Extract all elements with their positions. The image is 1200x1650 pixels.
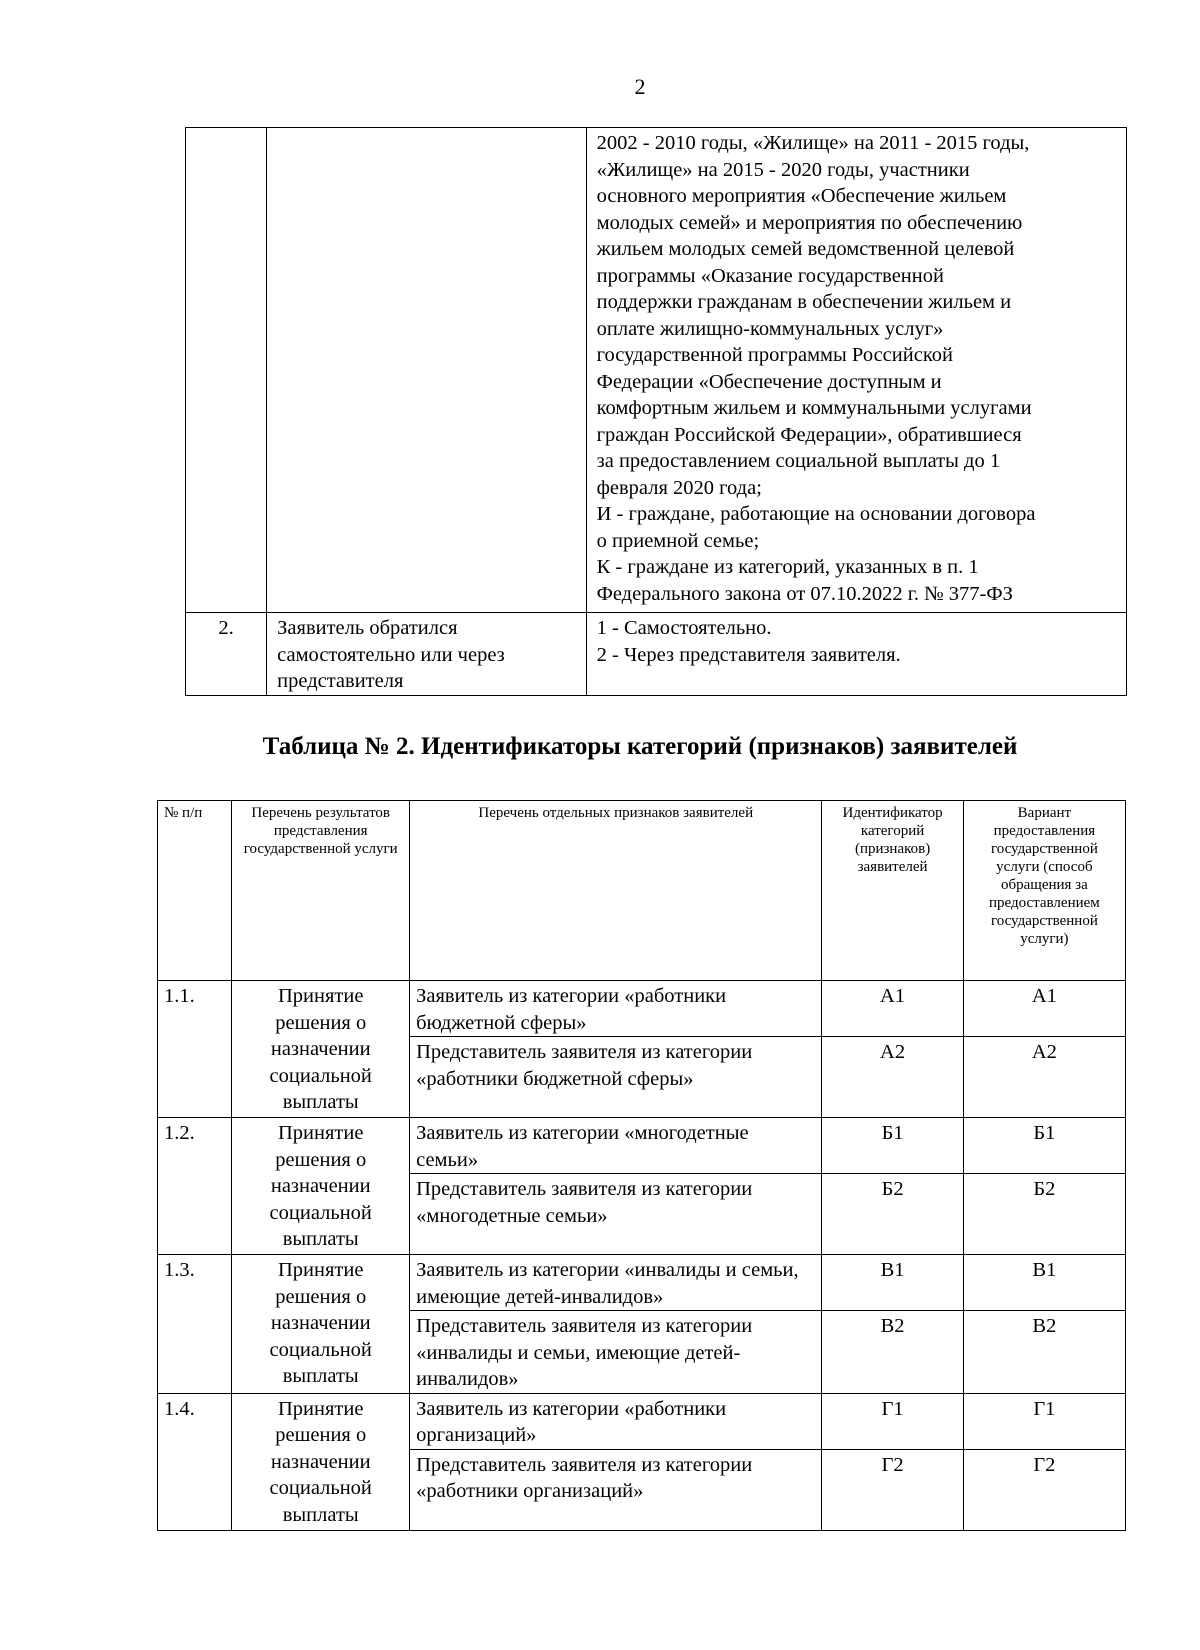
table-cell — [186, 128, 267, 613]
header-results: Перечень результатов представления государственной услуги — [232, 801, 410, 981]
variant-cell: В2 — [963, 1311, 1125, 1394]
page-number: 2 — [634, 74, 646, 99]
header-row — [158, 801, 1126, 981]
text-line: февраля 2020 года; — [596, 476, 762, 499]
text-line: государственной программы Российской — [596, 344, 953, 366]
group-result: Принятие решения о назначении социальной выплаты — [232, 1393, 410, 1530]
header-features: Перечень отдельных признаков заявителей — [410, 801, 822, 981]
text-line: «Жилище» на 2015 - 2020 годы, участники — [596, 158, 970, 181]
value-line: 1 - Самостоятельно. — [596, 617, 772, 639]
table-title: Таблица № 2. Идентификаторы категорий (признаков) заявителей — [262, 733, 1018, 760]
group-number: 1.2. — [158, 1118, 232, 1255]
group-result: Принятие решения о назначении социальной выплаты — [232, 981, 410, 1118]
variant-cell: Б2 — [963, 1174, 1125, 1255]
text-line: И - граждане, работающие на основании договора — [596, 503, 1036, 525]
table-row — [158, 981, 1126, 1037]
feature-cell: Представитель заявителя из категории «работники организаций» — [410, 1449, 822, 1530]
identifier-cell: Г2 — [822, 1449, 963, 1530]
header-variant: Вариант предоставления государственной услуги (способ обращения за предоставлением государственной услуги) — [963, 801, 1125, 981]
group-number: 1.1. — [158, 981, 232, 1118]
text-line: 2002 - 2010 годы, «Жилище» на 2011 - 2015 годы, — [596, 132, 1030, 154]
header-num: № п/п — [158, 801, 232, 981]
text-line: молодых семей» и мероприятия по обеспечению — [596, 211, 1023, 234]
text-line: о приемной семье; — [596, 529, 760, 552]
group-number: 1.3. — [158, 1255, 232, 1394]
identifiers-table — [157, 800, 1126, 1531]
text-line: Федерального закона от 07.10.2022 г. № 377-ФЗ — [596, 582, 1013, 605]
row-number: 2. — [186, 613, 267, 696]
feature-cell: Заявитель из категории «работники бюджетной сферы» — [410, 981, 822, 1037]
text-line: жильем молодых семей ведомственной целевой — [596, 238, 1015, 260]
feature-cell: Представитель заявителя из категории «многодетные семьи» — [410, 1174, 822, 1255]
text-line: поддержки гражданам в обеспечении жильем и — [596, 291, 1012, 313]
variant-cell: Г2 — [963, 1449, 1125, 1530]
table-row — [158, 1393, 1126, 1449]
identifier-cell: В2 — [822, 1311, 963, 1394]
group-result: Принятие решения о назначении социальной выплаты — [232, 1255, 410, 1394]
header-identifier: Идентификатор категорий (признаков) заявителей — [822, 801, 963, 981]
criterion-cell: Заявитель обратился самостоятельно или через представителя — [267, 613, 586, 696]
variant-cell: А1 — [963, 981, 1125, 1037]
feature-cell: Заявитель из категории «работники организаций» — [410, 1393, 822, 1449]
table-row — [158, 1118, 1126, 1174]
values-cell — [586, 613, 1126, 696]
group-number: 1.4. — [158, 1393, 232, 1530]
feature-cell: Заявитель из категории «инвалиды и семьи, имеющие детей-инвалидов» — [410, 1255, 822, 1311]
variant-cell: Г1 — [963, 1393, 1125, 1449]
table-row — [186, 613, 1127, 696]
group-result: Принятие решения о назначении социальной выплаты — [232, 1118, 410, 1255]
table-cell — [586, 128, 1126, 613]
variant-cell: А2 — [963, 1037, 1125, 1118]
continuation-table — [185, 127, 1127, 696]
text-line: комфортным жильем и коммунальными услугами — [596, 397, 1032, 419]
table-row — [186, 128, 1127, 613]
identifier-cell: Г1 — [822, 1393, 963, 1449]
text-line: основного мероприятия «Обеспечение жильем — [596, 185, 1007, 207]
feature-cell: Заявитель из категории «многодетные семьи» — [410, 1118, 822, 1174]
identifier-cell: В1 — [822, 1255, 963, 1311]
value-line: 2 - Через представителя заявителя. — [596, 643, 901, 666]
table-row — [158, 1255, 1126, 1311]
text-line: К - граждане из категорий, указанных в п. 1 — [596, 556, 979, 578]
table-cell — [267, 128, 586, 613]
variant-cell: Б1 — [963, 1118, 1125, 1174]
text-line: Федерации «Обеспечение доступным и — [596, 370, 942, 393]
identifier-cell: А1 — [822, 981, 963, 1037]
feature-cell: Представитель заявителя из категории «инвалиды и семьи, имеющие детей-инвалидов» — [410, 1311, 822, 1394]
variant-cell: В1 — [963, 1255, 1125, 1311]
identifier-cell: А2 — [822, 1037, 963, 1118]
text-line: граждан Российской Федерации», обратившиеся — [596, 423, 1022, 446]
identifier-cell: Б1 — [822, 1118, 963, 1174]
text-line: программы «Оказание государственной — [596, 264, 944, 287]
text-line: за предоставлением социальной выплаты до 1 — [596, 450, 1001, 472]
feature-cell: Представитель заявителя из категории «работники бюджетной сферы» — [410, 1037, 822, 1118]
text-line: оплате жилищно-коммунальных услуг» — [596, 317, 944, 340]
identifier-cell: Б2 — [822, 1174, 963, 1255]
